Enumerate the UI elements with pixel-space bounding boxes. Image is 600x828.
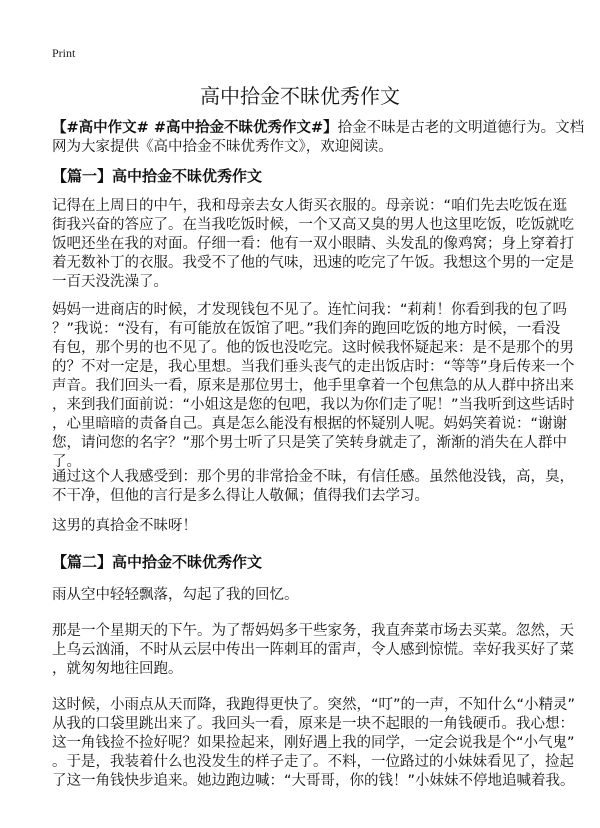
paragraph-line: ，来到我们面前说：“小姐这是您的包吧，我以为你们走了呢！”当我听到这些话时 — [52, 397, 575, 413]
paragraph-line: 这时候，小雨点从天而降，我跑得更快了。突然，“叮”的一声，不知什么“小精灵” — [52, 697, 576, 713]
intro-paragraph — [52, 119, 585, 157]
paragraph-line: 了。 — [52, 454, 81, 470]
paragraph-line: 雨从空中轻轻飘落，勾起了我的回忆。 — [52, 587, 299, 603]
paragraph-line: 记得在上周日的中午，我和母亲去女人街买衣服的。母亲说：“咱们先去吃饭在逛 — [52, 198, 568, 214]
paragraph-line: 街我兴奋的答应了。在当我吃饭时候，一个又高又臭的男人也这里吃饭，吃饭就吃 — [52, 217, 574, 233]
paragraph — [52, 586, 554, 605]
section-heading-2: 【篇二】高中拾金不昧优秀作文 — [52, 553, 263, 571]
paragraph-line: 饭吧还坐在我的对面。仔细一看：他有一双小眼睛、头发乱的像鸡窝；身上穿着打 — [52, 236, 574, 252]
paragraph-line: 从我的口袋里跳出来了。我回头一看，原来是一块不起眼的一角钱硬币。我心想： — [52, 716, 574, 732]
paragraph-line: 上乌云汹涌，不时从云层中传出一阵刺耳的雷声，令人感到惊慌。幸好我买好了菜 — [52, 642, 574, 658]
paragraph-line: 。于是，我装着什么也没发生的样子走了。不料，一位路过的小妹妹看见了，捡起 — [52, 754, 574, 770]
paragraph-line: 着无数补丁的衣服。我受不了他的气味，迅速的吃完了午饭。我想这个男的一定是 — [52, 255, 574, 271]
paragraph — [52, 301, 575, 472]
paragraph-line: 了这一角钱快步追来。她边跑边喊：“大哥哥，你的钱！”小妹妹不停地追喊着我。 — [52, 773, 575, 789]
paragraph-line: 有包，那个男的也不见了。他的饭也没吃完。这时候我怀疑起来：是不是那个的男 — [52, 340, 574, 356]
paragraph-line: ，心里暗暗的责备自己。真是怎么能没有根据的怀疑别人呢。妈妈笑着说：“谢谢 — [52, 416, 568, 432]
paragraph-line: 妈妈一进商店的时候，才发现钱包不见了。连忙问我：“莉莉！你看到我的包了吗 — [52, 302, 568, 318]
paragraph-line: 这男的真拾金不昧呀！ — [52, 518, 197, 534]
paragraph-line: 这一角钱捡不捡好呢？如果捡起来，刚好遇上我的同学，一定会说我是个“小气鬼” — [52, 735, 575, 751]
paragraph — [52, 468, 574, 506]
intro-tags: 【#高中作文# #高中拾金不昧优秀作文#】 — [52, 120, 338, 136]
paragraph-line: 通过这个人我感受到：那个男的非常拾金不昧，有信任感。虽然他没钱，高，臭， — [52, 469, 574, 485]
paragraph-line: ，就匆匆地往回跑。 — [52, 661, 183, 677]
intro-line: 拾金不昧是古老的文明道德行为。文档 — [337, 120, 585, 136]
paragraph — [52, 696, 576, 791]
section-heading-1: 【篇一】高中拾金不昧优秀作文 — [52, 167, 263, 185]
paragraph — [52, 622, 574, 679]
paragraph — [52, 197, 574, 292]
paragraph — [52, 517, 554, 536]
intro-line: 网为大家提供《高中拾金不昧优秀作文》，欢迎阅读。 — [52, 139, 393, 155]
paragraph-line: 不干净，但他的言行是多么得让人敬佩；值得我们去学习。 — [52, 488, 429, 504]
paragraph-line: 的？不对一定是，我心里想。当我们垂头丧气的走出饭店时：“等等”身后传来一个 — [52, 359, 575, 375]
paragraph-line: 您，请问您的名字？”那个男士听了只是笑了笑转身就走了，渐渐的消失在人群中 — [52, 435, 568, 451]
page-title: 高中拾金不昧优秀作文 — [200, 84, 400, 108]
paragraph-line: 那是一个星期天的下午。为了帮妈妈多干些家务，我直奔菜市场去买菜。忽然，天 — [52, 623, 574, 639]
paragraph-line: 一百天没洗澡了。 — [52, 274, 168, 290]
print-label: Print — [52, 46, 76, 60]
paragraph-line: 声音。我们回头一看，原来是那位男士，他手里拿着一个包焦急的从人群中挤出来 — [52, 378, 574, 394]
paragraph-line: ？”我说：“没有，有可能放在饭馆了吧。”我们奔的跑回吃饭的地方时候，一看没 — [52, 321, 561, 337]
